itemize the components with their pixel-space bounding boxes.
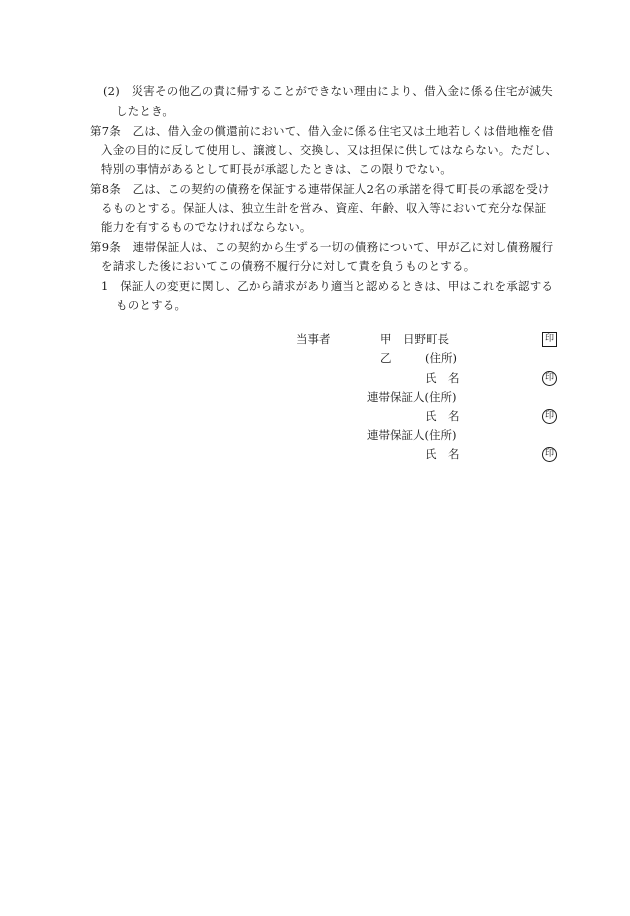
round-seal-icon: 印 [542,409,557,424]
article-8-line-2: るものとする。保証人は、独立生計を営み、資産、年齢、収入等において充分な保証 [101,201,547,215]
party-a: 甲 日野町長 [380,332,449,346]
parties-label: 当事者 [296,332,331,346]
guarantor-1-address-label: 連帯保証人(住所) [367,390,457,404]
article-9-item-1-line-2: ものとする。 [116,298,187,312]
article-9-line-1: 第9条 連帯保証人は、この契約から生ずる一切の債務について、甲が乙に対し債務履行 [90,240,554,254]
guarantor-1-name-label: 氏 名 [425,409,460,423]
article-7-line-3: 特別の事情があるとして町長が承認したときは、この限りでない。 [101,162,452,176]
square-seal-icon: 印 [542,332,557,347]
item-2-line-2: したとき。 [116,104,175,118]
article-7-line-2: 入金の目的に反して使用し、譲渡し、交換し、又は担保に供してはならない。ただし、 [101,143,558,157]
party-b-address-label: (住所) [425,351,457,365]
item-2-line-1: (2) 災害その他乙の責に帰することができない理由により、借入金に係る住宅が滅失 [103,84,553,98]
article-8-line-1: 第8条 乙は、この契約の債務を保証する連帯保証人2名の承諾を得て町長の承認を受け [90,182,550,196]
party-b-name-label: 氏 名 [425,371,460,385]
article-9-item-1-line-1: 1 保証人の変更に関し、乙から請求があり適当と認めるときは、甲はこれを承認する [101,279,554,293]
guarantor-2-address-label: 連帯保証人(住所) [367,428,457,442]
article-8-line-3: 能力を有するものでなければならない。 [101,220,312,234]
party-b: 乙 [380,351,392,365]
article-7-line-1: 第7条 乙は、借入金の償還前において、借入金に係る住宅又は土地若しくは借地権を借 [90,124,554,138]
article-9-line-2: を請求した後においてこの債務不履行分に対して責を負うものとする。 [101,259,476,273]
round-seal-icon: 印 [542,447,557,462]
round-seal-icon: 印 [542,371,557,386]
guarantor-2-name-label: 氏 名 [425,447,460,461]
